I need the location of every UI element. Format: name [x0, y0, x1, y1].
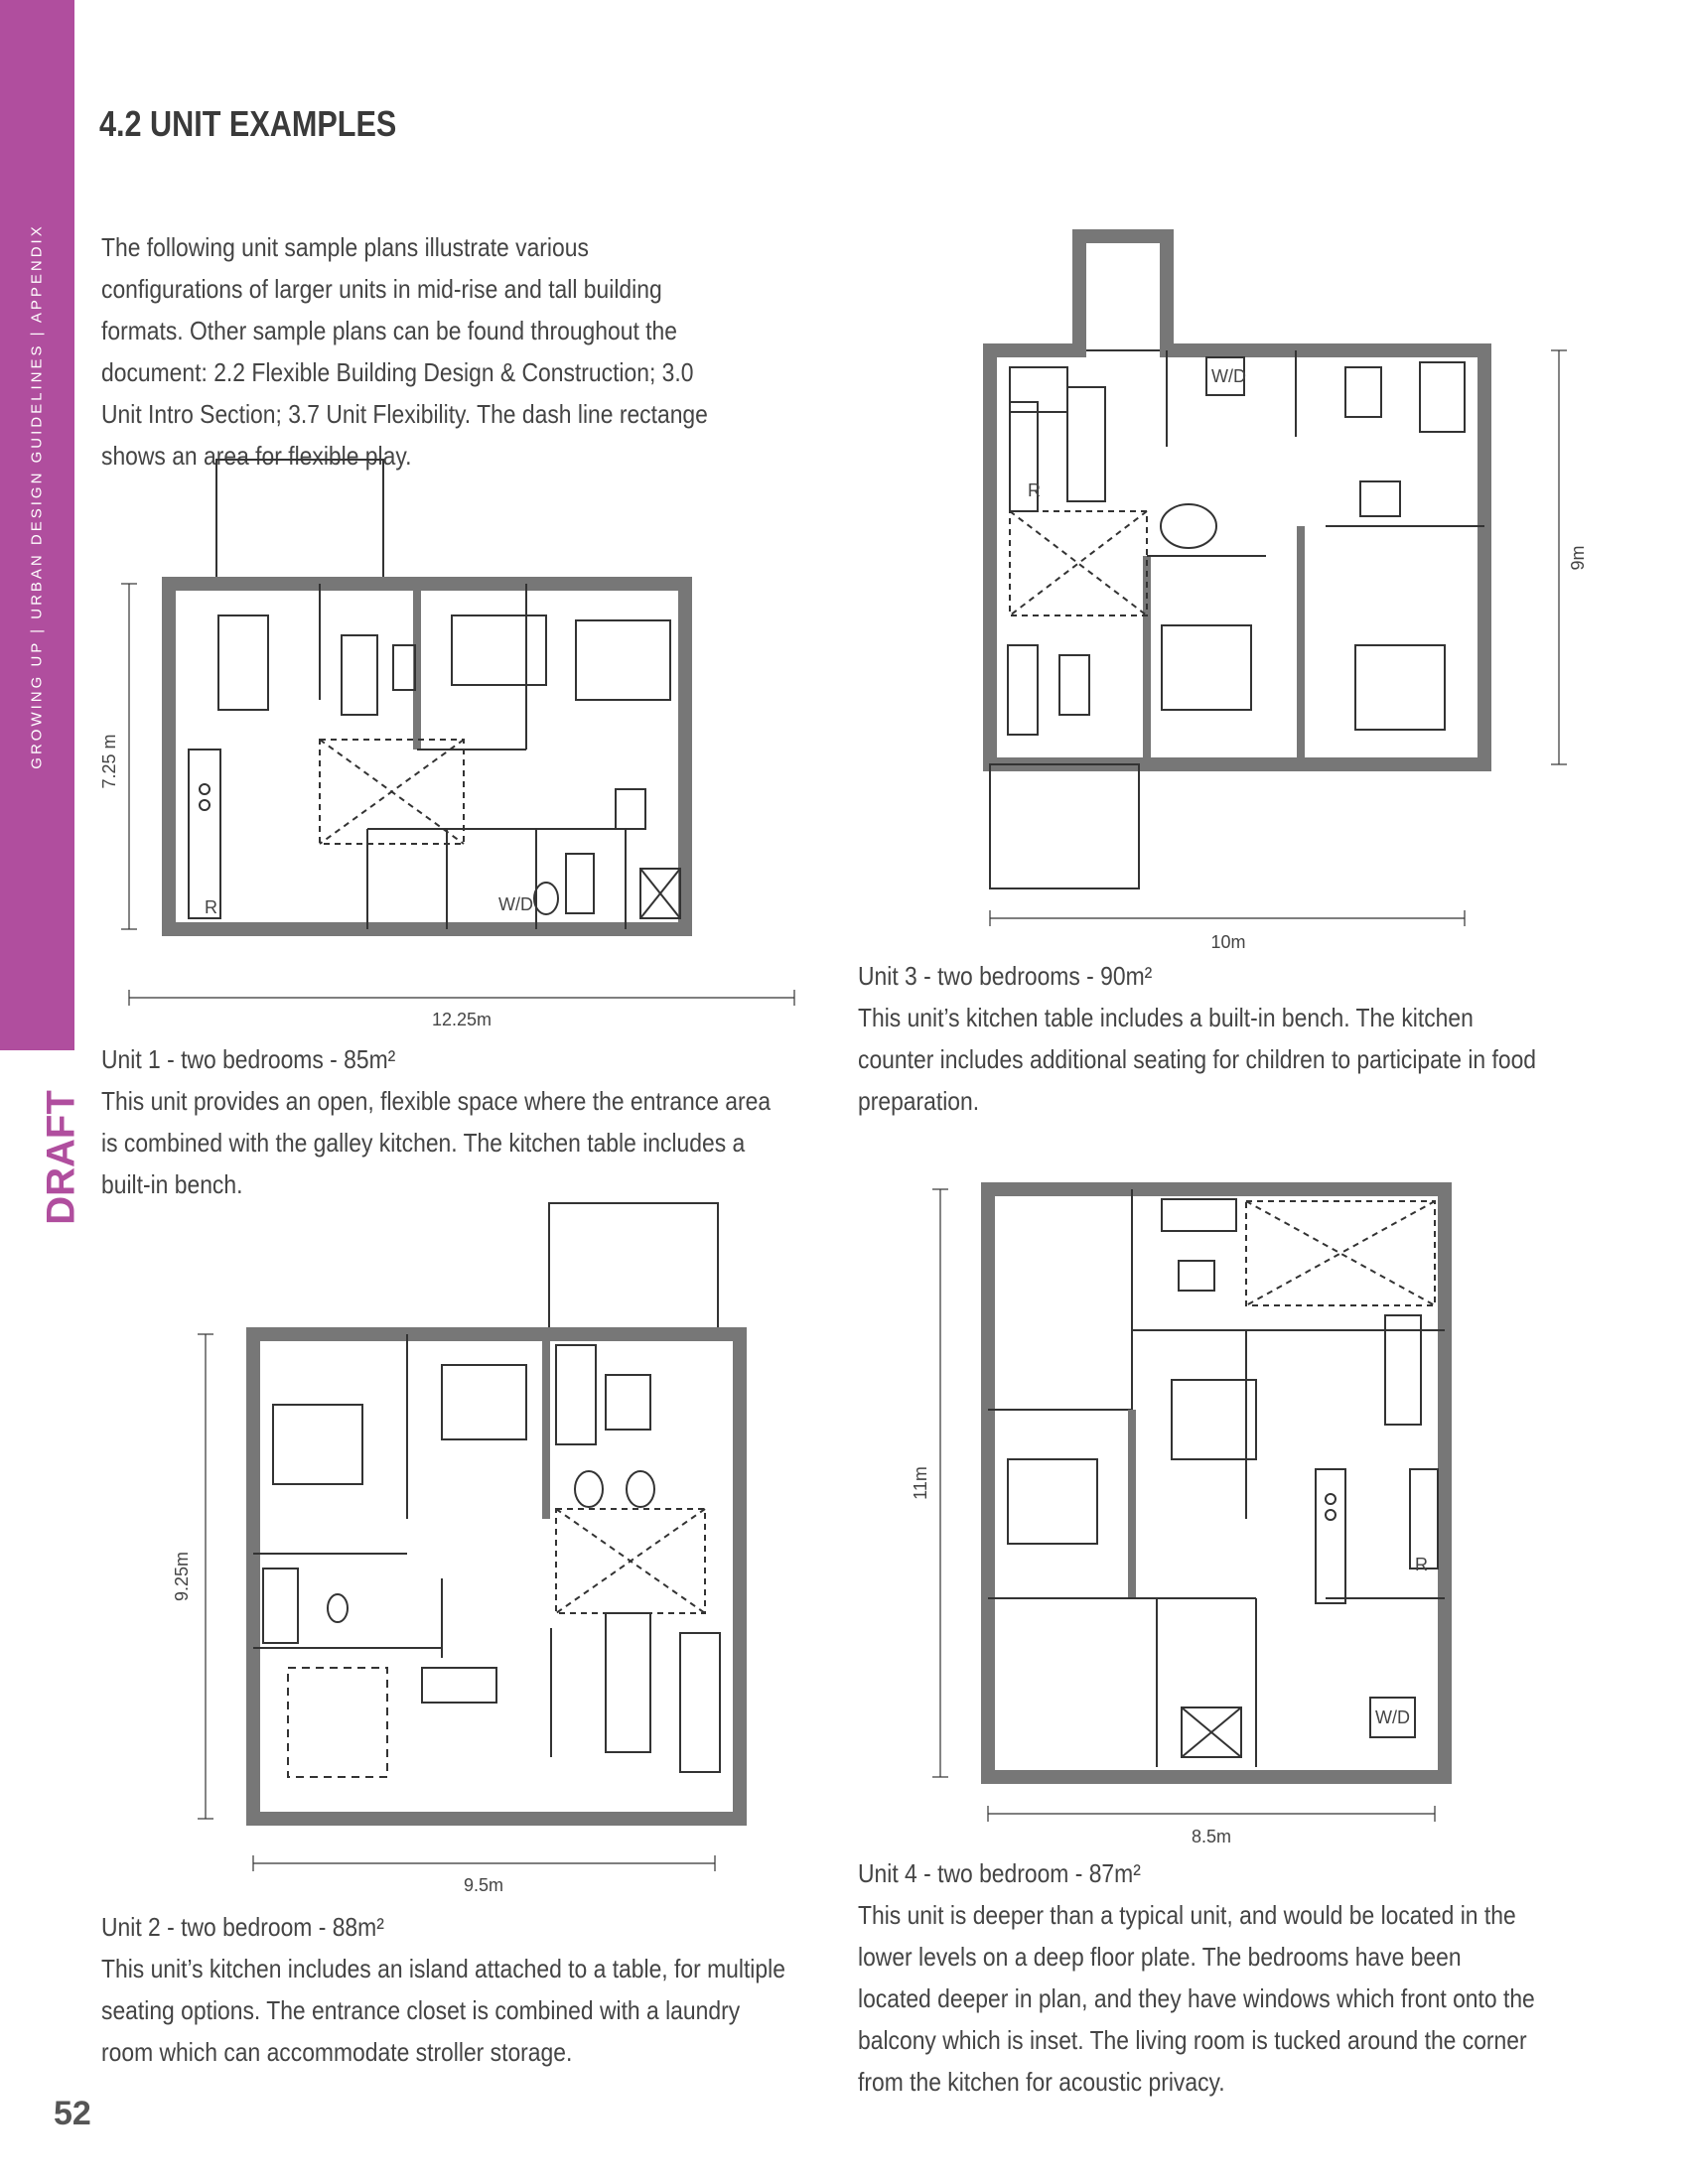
unit-3-caption [858, 955, 1539, 1122]
unit-4-width-label: 8.5m [1191, 1827, 1232, 1846]
sidebar-label: GROWING UP | URBAN DESIGN GUIDELINES | APPENDIX [28, 223, 46, 769]
unit-1-caption [101, 1038, 774, 1205]
unit-4-caption [858, 1852, 1539, 2103]
unit-1-width-label: 12.25m [431, 1010, 492, 1029]
unit-2-title: Unit 2 - two bedroom - 88m² [101, 1912, 384, 1942]
page-number: 52 [54, 2095, 91, 2132]
unit-4-description: This unit is deeper than a typical unit, and would be located in the lower levels on a deep floor plate. The bedrooms have been located deeper in plan, and they have windows which front onto the balcony which is inset. The living room is tucked around the corner from the kitchen for acoustic privacy. [858, 1900, 1535, 2097]
unit-2-depth-label: 9.25m [172, 1551, 192, 1602]
draft-label: DRAFT [39, 1090, 83, 1225]
unit-4-drawing [911, 1171, 1494, 1856]
unit-3-width-label: 10m [1210, 932, 1246, 952]
unit-3-drawing [968, 228, 1604, 963]
unit-1-floor-plan [99, 452, 804, 1029]
unit-3-floor-plan [968, 228, 1604, 963]
unit-2-width-label: 9.5m [463, 1875, 504, 1895]
unit-2-floor-plan [174, 1201, 760, 1896]
unit-3-description: This unit’s kitchen table includes a built-in bench. The kitchen counter includes additional seating for children to participate in food preparation. [858, 1003, 1537, 1116]
unit-4-depth-label: 11m [911, 1466, 930, 1500]
unit-4-fridge-label: R [1415, 1555, 1428, 1574]
unit-2-description: This unit’s kitchen includes an island attached to a table, for multiple seating options. The entrance closet is combined with a laundry room which can accommodate stroller storage. [101, 1954, 785, 2067]
unit-1-description: This unit provides an open, flexible space where the entrance area is combined with the galley kitchen. The kitchen table includes a built-in bench. [101, 1086, 772, 1199]
unit-4-floor-plan [911, 1171, 1494, 1856]
unit-3-laundry-label: W/D [1211, 366, 1246, 386]
unit-3-title: Unit 3 - two bedrooms - 90m² [858, 961, 1153, 991]
unit-3-depth-label: 9m [1568, 545, 1588, 571]
laundry-label: W/D [498, 894, 533, 914]
page-title: 4.2 UNIT EXAMPLES [99, 103, 397, 144]
fridge-label: R [205, 897, 217, 917]
unit-2-drawing [174, 1201, 760, 1896]
sidebar-band [0, 0, 74, 1050]
unit-4-laundry-label: W/D [1375, 1707, 1410, 1727]
unit-4-title: Unit 4 - two bedroom - 87m² [858, 1858, 1141, 1888]
unit-1-depth-label: 7.25 m [99, 734, 119, 789]
unit-3-fridge-label: R [1028, 480, 1041, 500]
unit-1-title: Unit 1 - two bedrooms - 85m² [101, 1044, 396, 1074]
unit-1-drawing [99, 452, 804, 1029]
intro-paragraph: The following unit sample plans illustrate various configurations of larger units in mid-rise and tall building formats. Other sample plans can be found throughout the document: 2.2 Flexible Building Design & Construction; 3.0 Unit Intro Section; 3.7 Unit Flexibility. The dash line rectange shows an area for flexible play. [101, 232, 708, 471]
unit-2-caption [101, 1906, 791, 2073]
